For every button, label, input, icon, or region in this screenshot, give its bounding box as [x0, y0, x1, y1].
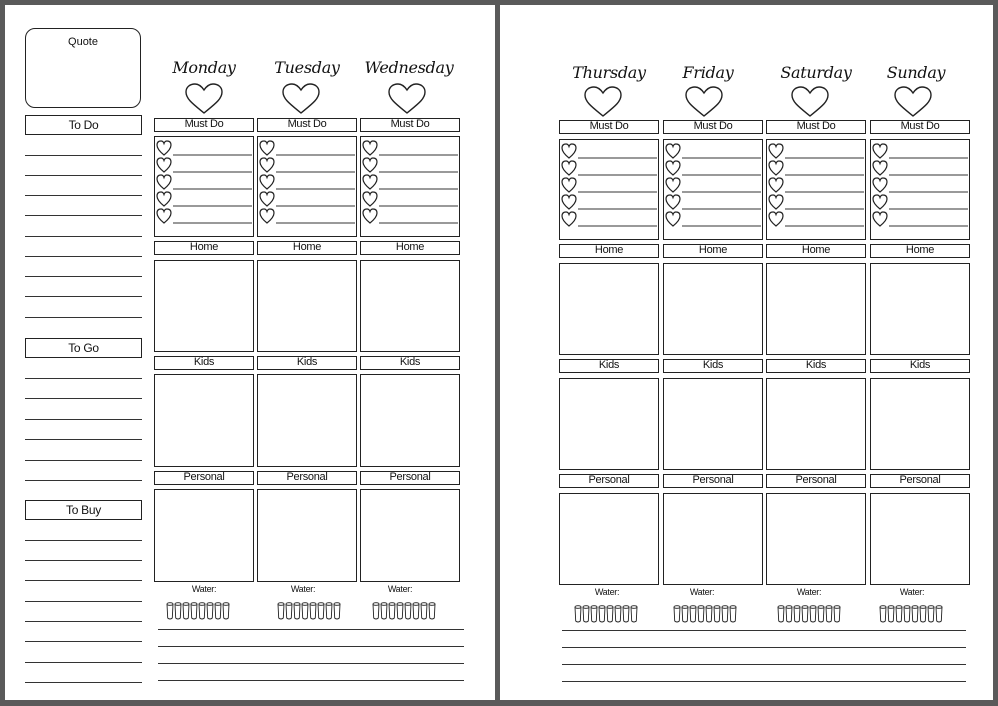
home-box[interactable] — [257, 260, 357, 352]
kids-header: Kids — [559, 359, 659, 373]
water-label: Water: — [191, 584, 217, 594]
home-box[interactable] — [766, 263, 866, 355]
to-do-line[interactable] — [25, 155, 142, 156]
notes-line[interactable] — [158, 663, 464, 664]
notes-line[interactable] — [562, 681, 966, 682]
water-label: Water: — [387, 584, 413, 594]
to-buy-header: To Buy — [25, 500, 142, 520]
personal-header: Personal — [559, 474, 659, 488]
to-do-line[interactable] — [25, 296, 142, 297]
water-label: Water: — [899, 587, 925, 597]
left-page — [5, 5, 495, 700]
to-buy-line[interactable] — [25, 540, 142, 541]
to-buy-line[interactable] — [25, 641, 142, 642]
kids-header: Kids — [257, 356, 357, 370]
to-do-line[interactable] — [25, 276, 142, 277]
water-glass-icon — [373, 603, 435, 619]
to-buy-line[interactable] — [25, 621, 142, 622]
personal-box[interactable] — [663, 493, 763, 585]
personal-header: Personal — [766, 474, 866, 488]
personal-box[interactable] — [870, 493, 970, 585]
water-glass-icon — [880, 606, 942, 622]
water-glass-icon — [278, 603, 340, 619]
notes-line[interactable] — [158, 646, 464, 647]
personal-box[interactable] — [559, 493, 659, 585]
must-do-header: Must Do — [766, 120, 866, 134]
kids-header: Kids — [154, 356, 254, 370]
right-page — [500, 5, 993, 700]
heart-icon — [282, 84, 320, 114]
to-go-header: To Go — [25, 338, 142, 358]
kids-box[interactable] — [360, 374, 460, 467]
day-name: Sunday — [886, 63, 946, 82]
home-box[interactable] — [360, 260, 460, 352]
water-glass-icon — [575, 606, 637, 622]
home-box[interactable] — [870, 263, 970, 355]
kids-box[interactable] — [663, 378, 763, 470]
home-header: Home — [360, 241, 460, 255]
must-do-checklist — [154, 136, 464, 236]
home-box[interactable] — [154, 260, 254, 352]
personal-box[interactable] — [766, 493, 866, 585]
home-header: Home — [559, 244, 659, 258]
thursday-checklist — [562, 144, 657, 226]
saturday-checklist — [769, 144, 864, 226]
water-glass-icon — [167, 603, 229, 619]
friday-checklist — [666, 144, 761, 226]
home-header: Home — [154, 241, 254, 255]
must-do-header: Must Do — [360, 118, 460, 132]
quote-box[interactable] — [25, 28, 141, 108]
quote-label: Quote — [68, 36, 98, 48]
water-tracker-left — [165, 599, 465, 625]
to-go-line[interactable] — [25, 460, 142, 461]
must-do-header: Must Do — [559, 120, 659, 134]
must-do-header: Must Do — [663, 120, 763, 134]
heart-icon — [388, 84, 426, 114]
must-do-checklist — [559, 139, 979, 239]
water-label: Water: — [689, 587, 715, 597]
kids-box[interactable] — [559, 378, 659, 470]
to-do-line[interactable] — [25, 175, 142, 176]
kids-box[interactable] — [154, 374, 254, 467]
to-buy-line[interactable] — [25, 601, 142, 602]
notes-line[interactable] — [562, 630, 966, 631]
notes-line[interactable] — [562, 664, 966, 665]
personal-box[interactable] — [154, 489, 254, 582]
personal-header: Personal — [360, 471, 460, 485]
personal-header: Personal — [663, 474, 763, 488]
kids-header: Kids — [663, 359, 763, 373]
water-tracker-right — [573, 602, 973, 628]
home-box[interactable] — [663, 263, 763, 355]
must-do-header: Must Do — [870, 120, 970, 134]
to-do-line[interactable] — [25, 195, 142, 196]
home-header: Home — [663, 244, 763, 258]
to-buy-line[interactable] — [25, 560, 142, 561]
kids-box[interactable] — [870, 378, 970, 470]
day-name: Friday — [682, 63, 734, 82]
day-name: Thursday — [572, 63, 646, 82]
personal-header: Personal — [870, 474, 970, 488]
home-header: Home — [870, 244, 970, 258]
to-do-line[interactable] — [25, 317, 142, 318]
personal-header: Personal — [154, 471, 254, 485]
to-go-line[interactable] — [25, 378, 142, 379]
day-name: Wednesday — [364, 58, 454, 77]
heart-icon — [685, 87, 723, 117]
kids-header: Kids — [870, 359, 970, 373]
to-do-header: To Do — [25, 115, 142, 135]
personal-box[interactable] — [360, 489, 460, 582]
water-label: Water: — [290, 584, 316, 594]
day-name: Monday — [172, 58, 236, 77]
notes-line[interactable] — [158, 680, 464, 681]
must-do-header: Must Do — [154, 118, 254, 132]
heart-icon — [791, 87, 829, 117]
water-glass-icon — [778, 606, 840, 622]
kids-box[interactable] — [257, 374, 357, 467]
personal-header: Personal — [257, 471, 357, 485]
home-header: Home — [257, 241, 357, 255]
to-do-line[interactable] — [25, 236, 142, 237]
must-do-header: Must Do — [257, 118, 357, 132]
to-go-line[interactable] — [25, 439, 142, 440]
to-do-line[interactable] — [25, 215, 142, 216]
notes-line[interactable] — [158, 629, 464, 630]
monday-checklist — [157, 141, 252, 223]
kids-box[interactable] — [766, 378, 866, 470]
wednesday-checklist — [363, 141, 458, 223]
heart-icon — [894, 87, 932, 117]
home-header: Home — [766, 244, 866, 258]
to-buy-line[interactable] — [25, 682, 142, 683]
sunday-checklist — [873, 144, 968, 226]
day-name: Saturday — [780, 63, 852, 82]
home-box[interactable] — [559, 263, 659, 355]
tuesday-checklist — [260, 141, 355, 223]
heart-icon — [185, 84, 223, 114]
water-glass-icon — [674, 606, 736, 622]
to-go-line[interactable] — [25, 480, 142, 481]
to-buy-line[interactable] — [25, 662, 142, 663]
personal-box[interactable] — [257, 489, 357, 582]
kids-header: Kids — [360, 356, 460, 370]
to-buy-line[interactable] — [25, 580, 142, 581]
heart-icon — [584, 87, 622, 117]
water-label: Water: — [796, 587, 822, 597]
day-name: Tuesday — [274, 58, 340, 77]
notes-line[interactable] — [562, 647, 966, 648]
kids-header: Kids — [766, 359, 866, 373]
water-label: Water: — [594, 587, 620, 597]
to-do-line[interactable] — [25, 256, 142, 257]
to-go-line[interactable] — [25, 419, 142, 420]
to-go-line[interactable] — [25, 398, 142, 399]
